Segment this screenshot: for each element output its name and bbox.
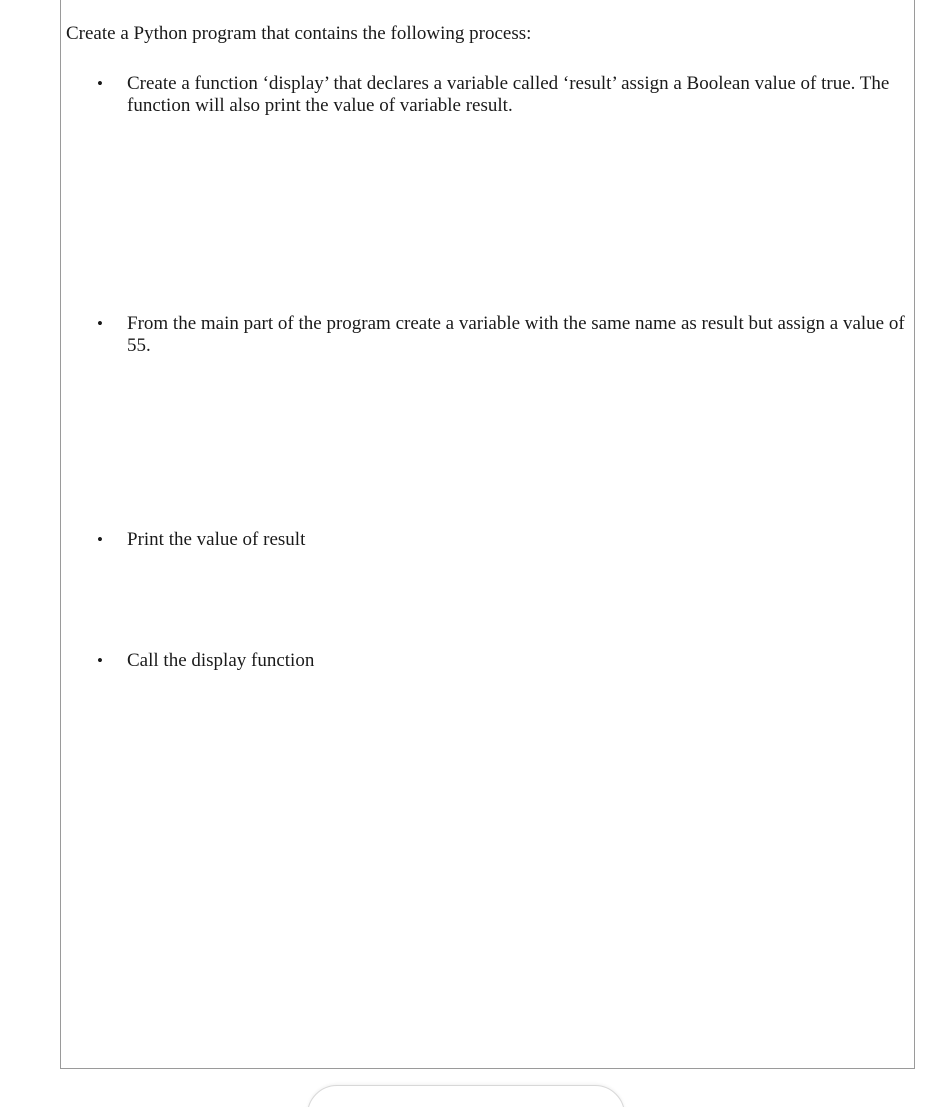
list-item xyxy=(97,73,907,117)
bullet-icon: • xyxy=(97,314,103,333)
list-item xyxy=(97,529,907,551)
bottom-panel-handle[interactable] xyxy=(307,1085,625,1107)
list-item-text: From the main part of the program create a variable with the same name as result but assign a value of 55. xyxy=(127,313,905,356)
list-item xyxy=(97,650,907,672)
bullet-icon: • xyxy=(97,651,103,670)
list-item xyxy=(97,313,907,357)
intro-text: Create a Python program that contains the following process: xyxy=(66,23,532,44)
document-page xyxy=(60,0,915,1069)
bullet-icon: • xyxy=(97,74,103,93)
list-item-text: Create a function ‘display’ that declares a variable called ‘result’ assign a Boolean value of true. The function will also print the value of variable result. xyxy=(127,73,890,116)
bullet-icon: • xyxy=(97,530,103,549)
list-item-text: Call the display function xyxy=(127,650,315,671)
list-item-text: Print the value of result xyxy=(127,529,306,550)
